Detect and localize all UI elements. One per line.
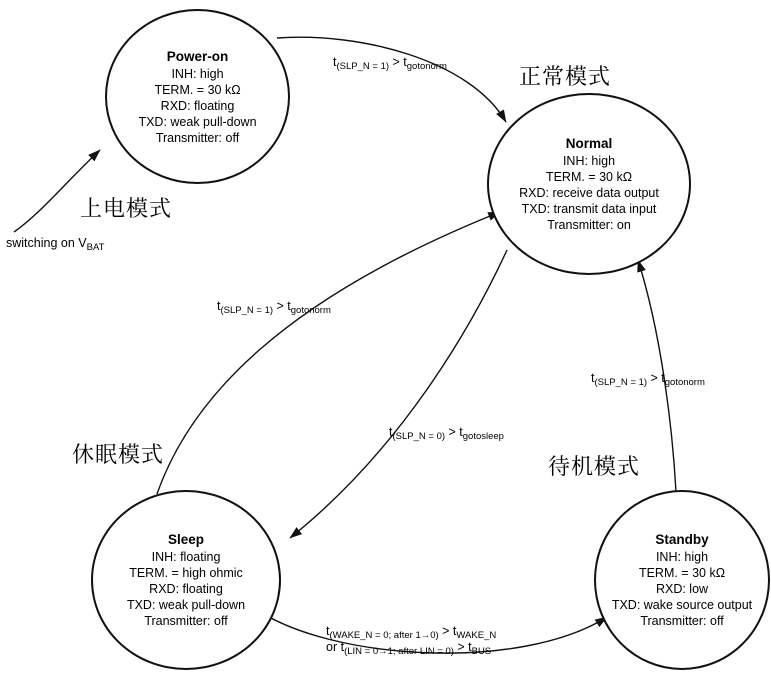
label-poweron-gt: > t [389,55,407,69]
label-sleepstandby-line1 [326,624,496,640]
label-sleepstandby-sub2: BUS [471,646,492,657]
label-sleepstandby-cond1: (WAKE_N = 0; after 1→0) [329,630,439,641]
state-standby-line-3: RXD: low [655,582,709,596]
label-standbynorm-gt: > t [647,371,665,385]
state-power-on[interactable] [105,9,290,184]
label-sleep-to-normal [217,299,331,315]
state-normal-title: Normal [565,136,613,151]
label-sleepnorm-t: t [217,299,221,313]
label-poweron-sub: gotonorm [406,61,447,72]
label-sleepstandby-line2 [326,640,496,656]
label-sleepnorm-sub: gotonorm [290,305,331,316]
state-standby-line-2: TERM. = 30 kΩ [638,566,726,580]
label-sleepstandby-t1: t [326,624,330,638]
cn-label-standby: 待机模式 [548,455,641,480]
state-standby-line-5: Transmitter: off [640,614,724,628]
state-power-on-line-3: RXD: floating [160,98,235,113]
arrow-normal-to-sleep [290,250,507,538]
label-poweron-to-normal [333,55,447,71]
state-sleep[interactable] [91,490,281,670]
label-standbynorm-cond: (SLP_N = 1) [594,377,648,388]
label-normsleep-sub: gotosleep [462,431,504,442]
label-normsleep-cond: (SLP_N = 0) [392,431,446,442]
label-sleepstandby-t2: or t [326,640,345,654]
state-normal-line-5: Transmitter: on [547,218,631,232]
label-normal-to-sleep [389,425,504,441]
label-normsleep-gt: > t [445,425,463,439]
label-sleepstandby-gt1: > t [438,624,457,638]
label-sleepnorm-gt: > t [273,299,291,313]
cn-label-normal: 正常模式 [519,65,612,90]
cn-label-sleep: 休眠模式 [72,443,165,468]
state-power-on-line-1: INH: high [171,66,224,81]
label-poweron-t: t [333,55,337,69]
arrow-sleep-to-normal [157,212,500,494]
state-normal-line-2: TERM. = 30 kΩ [545,170,633,184]
state-sleep-line-1: INH: floating [151,550,221,564]
state-standby-title: Standby [655,532,709,547]
label-normsleep-t: t [389,425,393,439]
label-standbynorm-t: t [591,371,595,385]
state-standby-line-1: INH: high [655,550,709,564]
label-switch-on-vbat-text: switching on V [6,236,87,250]
label-standbynorm-sub: gotonorm [664,377,705,388]
state-normal[interactable] [487,93,691,275]
state-power-on-line-5: Transmitter: off [155,130,240,145]
state-power-on-line-2: TERM. = 30 kΩ [154,82,241,97]
label-sleepnorm-cond: (SLP_N = 1) [220,305,274,316]
state-standby-line-4: TXD: wake source output [611,598,753,612]
state-sleep-line-2: TERM. = high ohmic [129,566,243,580]
state-sleep-line-3: RXD: floating [149,582,223,596]
arrow-poweron-to-normal [277,37,506,122]
state-normal-line-1: INH: high [562,154,616,168]
state-sleep-title: Sleep [167,532,205,547]
state-normal-line-4: TXD: transmit data input [521,202,657,216]
label-sleepstandby-sub1: WAKE_N [456,630,497,641]
state-sleep-line-5: Transmitter: off [144,614,228,628]
label-switch-on-vbat-sub: BAT [86,242,105,253]
cn-label-power-on: 上电模式 [80,197,173,222]
label-poweron-cond: (SLP_N = 1) [336,61,390,72]
label-sleepstandby-cond2: (LIN = 0→1; after LIN = 0) [344,646,454,657]
label-sleep-to-standby [326,624,496,656]
state-power-on-title: Power-on [166,48,229,64]
state-sleep-line-4: TXD: weak pull-down [126,598,246,612]
state-power-on-line-4: TXD: weak pull-down [138,114,257,129]
label-switch-on-vbat [6,236,104,252]
state-normal-line-3: RXD: receive data output [519,186,659,200]
label-sleepstandby-gt2: > t [453,640,472,654]
label-standby-to-normal [591,371,705,387]
state-standby[interactable] [594,490,770,670]
